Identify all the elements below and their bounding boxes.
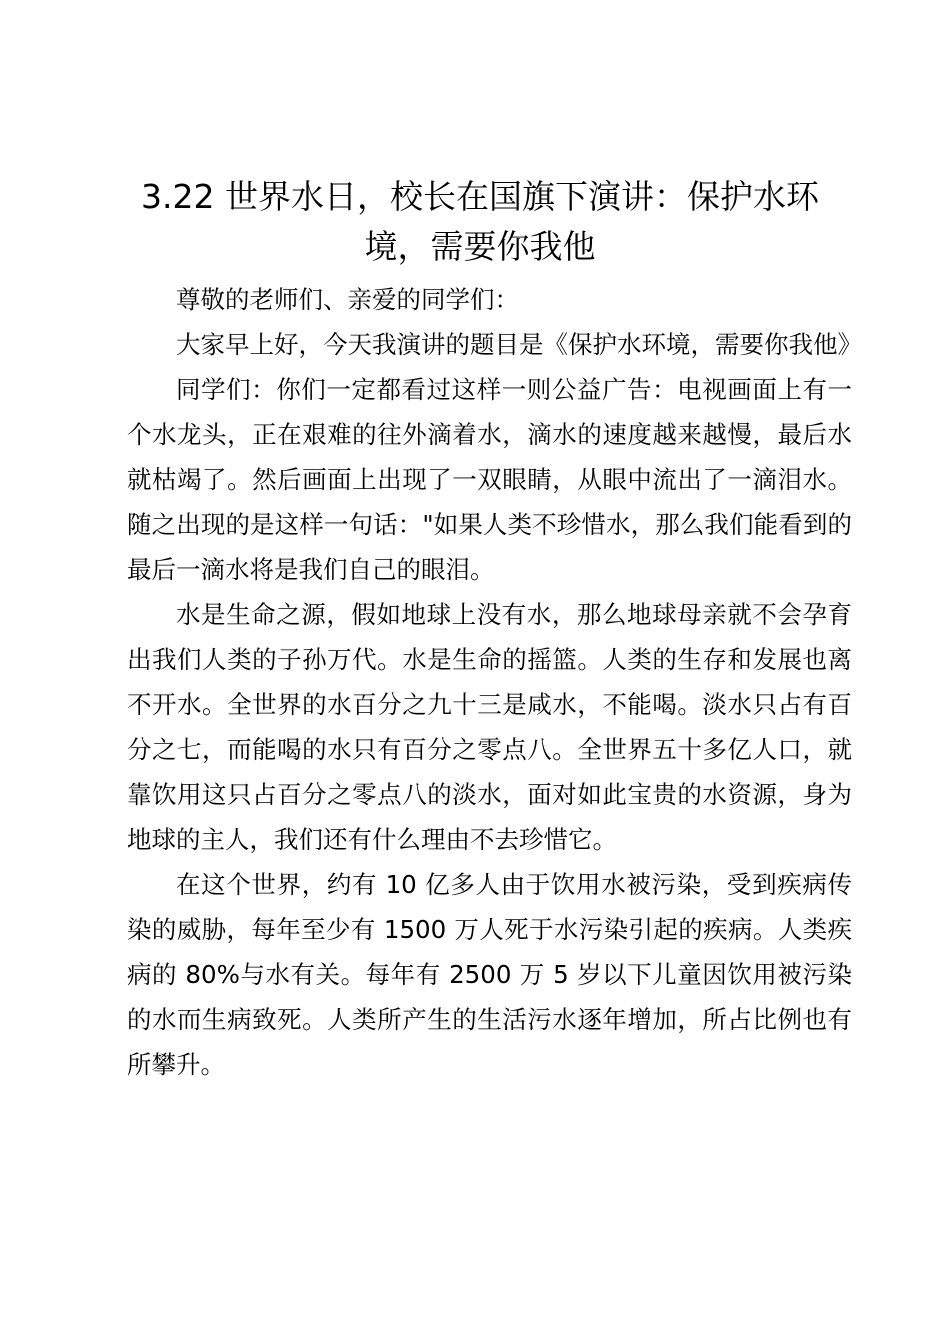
paragraph-water-source: 水是生命之源，假如地球上没有水，那么地球母亲就不会孕育出我们人类的子孙万代。水是生命的摇篮。人类的生存和发展也离不开水。全世界的水百分之九十三是咸水，不能喝。淡水只占有百分之七，而能喝的水只有百分之零点八。全世界五十多亿人口，就靠饮用这只占百分之零点八的淡水，面对如此宝贵的水资源，身为地球的主人，我们还有什么理由不去珍惜它。 xyxy=(127,600,852,854)
paragraph-pollution: 在这个世界，约有 10 亿多人由于饮用水被污染，受到疾病传染的威胁，每年至少有 1500 万人死于水污染引起的疾病。人类疾病的 80%与水有关。每年有 2500 万 5 岁以下儿童因饮用被污染的水而生病致死。人类所产生的生活污水逐年增加，所占比例也有所攀升。 xyxy=(127,870,852,1079)
paragraph-topic: 大家早上好，今天我演讲的题目是《保护水环境，需要你我他》 xyxy=(176,330,862,359)
document-title: 3.22 世界水日，校长在国旗下演讲：保护水环境，需要你我他 xyxy=(141,177,819,266)
document-body xyxy=(127,277,862,1087)
paragraph-greeting: 尊敬的老师们、亲爱的同学们： xyxy=(176,285,519,314)
paragraph-advertisement: 同学们：你们一定都看过这样一则公益广告：电视画面上有一个水龙头，正在艰难的往外滴着水，滴水的速度越来越慢，最后水就枯竭了。然后画面上出现了一双眼睛，从眼中流出了一滴泪水。随之出现的是这样一句话："如果人类不珍惜水，那么我们能看到的最后一滴水将是我们自己的眼泪。 xyxy=(127,375,852,584)
